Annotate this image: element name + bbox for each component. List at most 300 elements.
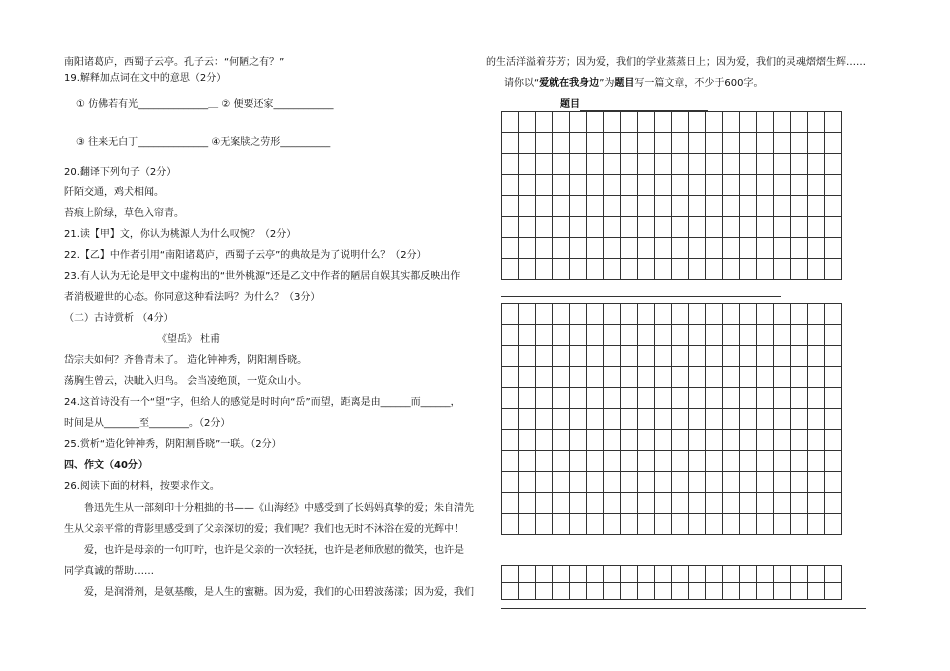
grid-cell[interactable]	[570, 583, 587, 600]
grid-cell[interactable]	[723, 346, 740, 367]
grid-cell[interactable]	[740, 133, 757, 154]
grid-cell[interactable]	[757, 388, 774, 409]
grid-cell[interactable]	[638, 175, 655, 196]
grid-cell[interactable]	[587, 388, 604, 409]
grid-cell[interactable]	[808, 154, 825, 175]
grid-cell[interactable]	[774, 566, 791, 583]
grid-cell[interactable]	[723, 472, 740, 493]
grid-cell[interactable]	[808, 367, 825, 388]
grid-cell[interactable]	[587, 514, 604, 535]
grid-cell[interactable]	[553, 325, 570, 346]
grid-cell[interactable]	[621, 175, 638, 196]
grid-cell[interactable]	[604, 112, 621, 133]
grid-cell[interactable]	[638, 583, 655, 600]
grid-cell[interactable]	[706, 493, 723, 514]
grid-cell[interactable]	[808, 583, 825, 600]
grid-cell[interactable]	[672, 217, 689, 238]
grid-cell[interactable]	[808, 388, 825, 409]
grid-cell[interactable]	[689, 346, 706, 367]
grid-cell[interactable]	[706, 304, 723, 325]
grid-cell[interactable]	[536, 175, 553, 196]
grid-cell[interactable]	[672, 346, 689, 367]
grid-cell[interactable]	[536, 583, 553, 600]
grid-cell[interactable]	[689, 583, 706, 600]
grid-cell[interactable]	[536, 409, 553, 430]
grid-cell[interactable]	[621, 133, 638, 154]
grid-cell[interactable]	[519, 583, 536, 600]
grid-cell[interactable]	[757, 514, 774, 535]
grid-cell[interactable]	[740, 112, 757, 133]
grid-cell[interactable]	[621, 154, 638, 175]
grid-cell[interactable]	[791, 196, 808, 217]
grid-cell[interactable]	[502, 451, 519, 472]
grid-cell[interactable]	[655, 346, 672, 367]
grid-cell[interactable]	[740, 430, 757, 451]
grid-cell[interactable]	[519, 217, 536, 238]
grid-cell[interactable]	[638, 154, 655, 175]
grid-cell[interactable]	[672, 367, 689, 388]
grid-cell[interactable]	[740, 514, 757, 535]
grid-cell[interactable]	[553, 217, 570, 238]
grid-cell[interactable]	[655, 175, 672, 196]
grid-cell[interactable]	[825, 154, 842, 175]
grid-cell[interactable]	[502, 514, 519, 535]
grid-cell[interactable]	[740, 154, 757, 175]
grid-cell[interactable]	[502, 566, 519, 583]
grid-cell[interactable]	[638, 304, 655, 325]
grid-cell[interactable]	[706, 346, 723, 367]
grid-cell[interactable]	[740, 583, 757, 600]
writing-grid-block-1[interactable]	[501, 111, 842, 280]
grid-cell[interactable]	[774, 367, 791, 388]
grid-cell[interactable]	[740, 367, 757, 388]
grid-cell[interactable]	[536, 238, 553, 259]
grid-cell[interactable]	[655, 472, 672, 493]
grid-cell[interactable]	[587, 346, 604, 367]
grid-cell[interactable]	[519, 493, 536, 514]
grid-cell[interactable]	[757, 238, 774, 259]
grid-cell[interactable]	[808, 325, 825, 346]
grid-cell[interactable]	[655, 451, 672, 472]
grid-cell[interactable]	[587, 325, 604, 346]
grid-cell[interactable]	[672, 304, 689, 325]
grid-cell[interactable]	[740, 388, 757, 409]
grid-cell[interactable]	[553, 196, 570, 217]
grid-cell[interactable]	[689, 217, 706, 238]
grid-cell[interactable]	[740, 238, 757, 259]
grid-cell[interactable]	[638, 238, 655, 259]
grid-cell[interactable]	[638, 514, 655, 535]
grid-cell[interactable]	[570, 154, 587, 175]
grid-cell[interactable]	[774, 514, 791, 535]
grid-cell[interactable]	[706, 259, 723, 280]
grid-cell[interactable]	[638, 217, 655, 238]
grid-cell[interactable]	[706, 566, 723, 583]
grid-cell[interactable]	[536, 430, 553, 451]
grid-cell[interactable]	[791, 175, 808, 196]
grid-cell[interactable]	[587, 238, 604, 259]
grid-cell[interactable]	[570, 451, 587, 472]
grid-cell[interactable]	[502, 112, 519, 133]
grid-cell[interactable]	[808, 238, 825, 259]
grid-cell[interactable]	[553, 430, 570, 451]
grid-cell[interactable]	[672, 430, 689, 451]
grid-cell[interactable]	[553, 409, 570, 430]
grid-cell[interactable]	[791, 217, 808, 238]
grid-cell[interactable]	[536, 346, 553, 367]
grid-cell[interactable]	[553, 304, 570, 325]
grid-cell[interactable]	[723, 493, 740, 514]
grid-cell[interactable]	[757, 217, 774, 238]
grid-cell[interactable]	[757, 196, 774, 217]
grid-cell[interactable]	[621, 304, 638, 325]
grid-cell[interactable]	[570, 430, 587, 451]
grid-cell[interactable]	[689, 196, 706, 217]
grid-cell[interactable]	[604, 583, 621, 600]
grid-cell[interactable]	[740, 472, 757, 493]
grid-cell[interactable]	[825, 514, 842, 535]
grid-cell[interactable]	[774, 472, 791, 493]
grid-cell[interactable]	[825, 493, 842, 514]
grid-cell[interactable]	[587, 217, 604, 238]
grid-cell[interactable]	[536, 304, 553, 325]
grid-cell[interactable]	[825, 325, 842, 346]
grid-cell[interactable]	[689, 133, 706, 154]
grid-cell[interactable]	[638, 472, 655, 493]
grid-cell[interactable]	[723, 133, 740, 154]
grid-cell[interactable]	[808, 409, 825, 430]
grid-cell[interactable]	[553, 472, 570, 493]
grid-cell[interactable]	[519, 154, 536, 175]
grid-cell[interactable]	[621, 430, 638, 451]
grid-cell[interactable]	[689, 472, 706, 493]
grid-cell[interactable]	[570, 367, 587, 388]
grid-cell[interactable]	[757, 175, 774, 196]
grid-cell[interactable]	[825, 583, 842, 600]
grid-cell[interactable]	[502, 346, 519, 367]
grid-cell[interactable]	[604, 430, 621, 451]
grid-cell[interactable]	[519, 112, 536, 133]
grid-cell[interactable]	[706, 430, 723, 451]
grid-cell[interactable]	[672, 388, 689, 409]
grid-cell[interactable]	[723, 304, 740, 325]
grid-cell[interactable]	[536, 217, 553, 238]
grid-cell[interactable]	[808, 493, 825, 514]
grid-cell[interactable]	[536, 133, 553, 154]
grid-cell[interactable]	[536, 325, 553, 346]
grid-cell[interactable]	[808, 133, 825, 154]
grid-cell[interactable]	[570, 493, 587, 514]
grid-cell[interactable]	[757, 133, 774, 154]
grid-cell[interactable]	[502, 304, 519, 325]
grid-cell[interactable]	[621, 583, 638, 600]
grid-cell[interactable]	[740, 493, 757, 514]
grid-cell[interactable]	[502, 583, 519, 600]
grid-cell[interactable]	[604, 175, 621, 196]
grid-cell[interactable]	[706, 451, 723, 472]
grid-cell[interactable]	[825, 430, 842, 451]
grid-cell[interactable]	[553, 388, 570, 409]
grid-cell[interactable]	[621, 196, 638, 217]
grid-cell[interactable]	[723, 175, 740, 196]
grid-cell[interactable]	[757, 566, 774, 583]
grid-cell[interactable]	[774, 112, 791, 133]
grid-cell[interactable]	[723, 388, 740, 409]
grid-cell[interactable]	[757, 583, 774, 600]
grid-cell[interactable]	[740, 451, 757, 472]
grid-cell[interactable]	[621, 217, 638, 238]
grid-cell[interactable]	[502, 493, 519, 514]
grid-cell[interactable]	[706, 154, 723, 175]
grid-cell[interactable]	[587, 133, 604, 154]
grid-cell[interactable]	[502, 175, 519, 196]
grid-cell[interactable]	[825, 175, 842, 196]
grid-cell[interactable]	[655, 112, 672, 133]
grid-cell[interactable]	[706, 196, 723, 217]
grid-cell[interactable]	[706, 472, 723, 493]
grid-cell[interactable]	[791, 409, 808, 430]
grid-cell[interactable]	[604, 217, 621, 238]
grid-cell[interactable]	[757, 304, 774, 325]
grid-cell[interactable]	[774, 175, 791, 196]
grid-cell[interactable]	[536, 514, 553, 535]
grid-cell[interactable]	[672, 112, 689, 133]
grid-cell[interactable]	[638, 430, 655, 451]
grid-cell[interactable]	[723, 112, 740, 133]
grid-cell[interactable]	[604, 451, 621, 472]
grid-cell[interactable]	[706, 112, 723, 133]
grid-cell[interactable]	[655, 566, 672, 583]
grid-cell[interactable]	[655, 514, 672, 535]
grid-cell[interactable]	[757, 154, 774, 175]
grid-cell[interactable]	[587, 493, 604, 514]
grid-cell[interactable]	[723, 514, 740, 535]
grid-cell[interactable]	[536, 367, 553, 388]
grid-cell[interactable]	[791, 304, 808, 325]
grid-cell[interactable]	[570, 112, 587, 133]
grid-cell[interactable]	[553, 367, 570, 388]
grid-cell[interactable]	[655, 367, 672, 388]
grid-cell[interactable]	[757, 112, 774, 133]
grid-cell[interactable]	[604, 259, 621, 280]
grid-cell[interactable]	[825, 196, 842, 217]
grid-cell[interactable]	[621, 472, 638, 493]
grid-cell[interactable]	[808, 259, 825, 280]
grid-cell[interactable]	[672, 238, 689, 259]
grid-cell[interactable]	[587, 430, 604, 451]
grid-cell[interactable]	[740, 196, 757, 217]
grid-cell[interactable]	[774, 493, 791, 514]
grid-cell[interactable]	[672, 514, 689, 535]
grid-cell[interactable]	[825, 409, 842, 430]
grid-cell[interactable]	[519, 304, 536, 325]
grid-cell[interactable]	[706, 325, 723, 346]
grid-cell[interactable]	[638, 133, 655, 154]
grid-cell[interactable]	[706, 388, 723, 409]
grid-cell[interactable]	[825, 133, 842, 154]
grid-cell[interactable]	[604, 493, 621, 514]
grid-cell[interactable]	[774, 217, 791, 238]
grid-cell[interactable]	[723, 238, 740, 259]
grid-cell[interactable]	[502, 430, 519, 451]
grid-cell[interactable]	[570, 346, 587, 367]
grid-cell[interactable]	[604, 388, 621, 409]
grid-cell[interactable]	[655, 325, 672, 346]
grid-cell[interactable]	[791, 493, 808, 514]
grid-cell[interactable]	[655, 409, 672, 430]
grid-cell[interactable]	[723, 259, 740, 280]
grid-cell[interactable]	[740, 259, 757, 280]
grid-cell[interactable]	[808, 346, 825, 367]
grid-cell[interactable]	[502, 409, 519, 430]
grid-cell[interactable]	[621, 388, 638, 409]
grid-cell[interactable]	[621, 409, 638, 430]
grid-cell[interactable]	[553, 238, 570, 259]
grid-cell[interactable]	[723, 196, 740, 217]
grid-cell[interactable]	[791, 325, 808, 346]
grid-cell[interactable]	[757, 493, 774, 514]
grid-cell[interactable]	[774, 325, 791, 346]
grid-cell[interactable]	[536, 388, 553, 409]
grid-cell[interactable]	[774, 154, 791, 175]
grid-cell[interactable]	[502, 367, 519, 388]
grid-cell[interactable]	[519, 196, 536, 217]
grid-cell[interactable]	[553, 451, 570, 472]
grid-cell[interactable]	[604, 238, 621, 259]
grid-cell[interactable]	[791, 388, 808, 409]
grid-cell[interactable]	[791, 367, 808, 388]
grid-cell[interactable]	[553, 346, 570, 367]
grid-cell[interactable]	[672, 154, 689, 175]
grid-cell[interactable]	[604, 472, 621, 493]
grid-cell[interactable]	[587, 367, 604, 388]
grid-cell[interactable]	[808, 430, 825, 451]
grid-cell[interactable]	[587, 451, 604, 472]
grid-cell[interactable]	[672, 196, 689, 217]
grid-cell[interactable]	[706, 514, 723, 535]
grid-cell[interactable]	[638, 367, 655, 388]
grid-cell[interactable]	[774, 451, 791, 472]
grid-cell[interactable]	[604, 133, 621, 154]
grid-cell[interactable]	[587, 196, 604, 217]
grid-cell[interactable]	[604, 514, 621, 535]
grid-cell[interactable]	[570, 196, 587, 217]
grid-cell[interactable]	[621, 112, 638, 133]
grid-cell[interactable]	[757, 259, 774, 280]
grid-cell[interactable]	[604, 367, 621, 388]
grid-cell[interactable]	[740, 217, 757, 238]
grid-cell[interactable]	[825, 566, 842, 583]
grid-cell[interactable]	[791, 583, 808, 600]
grid-cell[interactable]	[536, 493, 553, 514]
title-blank[interactable]	[580, 100, 708, 111]
grid-cell[interactable]	[689, 112, 706, 133]
grid-cell[interactable]	[502, 154, 519, 175]
grid-cell[interactable]	[740, 566, 757, 583]
grid-cell[interactable]	[808, 451, 825, 472]
grid-cell[interactable]	[723, 583, 740, 600]
grid-cell[interactable]	[519, 472, 536, 493]
grid-cell[interactable]	[570, 304, 587, 325]
grid-cell[interactable]	[757, 409, 774, 430]
grid-cell[interactable]	[655, 217, 672, 238]
grid-cell[interactable]	[502, 217, 519, 238]
grid-cell[interactable]	[570, 175, 587, 196]
grid-cell[interactable]	[706, 583, 723, 600]
grid-cell[interactable]	[808, 175, 825, 196]
grid-cell[interactable]	[587, 304, 604, 325]
grid-cell[interactable]	[638, 451, 655, 472]
grid-cell[interactable]	[723, 451, 740, 472]
grid-cell[interactable]	[689, 388, 706, 409]
grid-cell[interactable]	[825, 472, 842, 493]
grid-cell[interactable]	[655, 583, 672, 600]
grid-cell[interactable]	[502, 133, 519, 154]
grid-cell[interactable]	[791, 238, 808, 259]
grid-cell[interactable]	[774, 346, 791, 367]
grid-cell[interactable]	[553, 493, 570, 514]
grid-cell[interactable]	[672, 409, 689, 430]
grid-cell[interactable]	[604, 304, 621, 325]
grid-cell[interactable]	[774, 238, 791, 259]
grid-cell[interactable]	[672, 133, 689, 154]
grid-cell[interactable]	[706, 133, 723, 154]
grid-cell[interactable]	[825, 346, 842, 367]
grid-cell[interactable]	[672, 583, 689, 600]
grid-cell[interactable]	[825, 388, 842, 409]
grid-cell[interactable]	[638, 409, 655, 430]
grid-cell[interactable]	[536, 112, 553, 133]
grid-cell[interactable]	[536, 259, 553, 280]
grid-cell[interactable]	[519, 514, 536, 535]
grid-cell[interactable]	[553, 583, 570, 600]
grid-cell[interactable]	[825, 367, 842, 388]
grid-cell[interactable]	[604, 346, 621, 367]
grid-cell[interactable]	[689, 409, 706, 430]
grid-cell[interactable]	[502, 259, 519, 280]
grid-cell[interactable]	[672, 259, 689, 280]
grid-cell[interactable]	[791, 133, 808, 154]
grid-cell[interactable]	[553, 566, 570, 583]
grid-cell[interactable]	[570, 238, 587, 259]
grid-cell[interactable]	[757, 346, 774, 367]
grid-cell[interactable]	[519, 259, 536, 280]
grid-cell[interactable]	[604, 566, 621, 583]
grid-cell[interactable]	[689, 514, 706, 535]
grid-cell[interactable]	[825, 451, 842, 472]
grid-cell[interactable]	[519, 238, 536, 259]
grid-cell[interactable]	[689, 175, 706, 196]
grid-cell[interactable]	[519, 325, 536, 346]
grid-cell[interactable]	[621, 325, 638, 346]
grid-cell[interactable]	[519, 388, 536, 409]
grid-cell[interactable]	[740, 409, 757, 430]
grid-cell[interactable]	[655, 259, 672, 280]
grid-cell[interactable]	[570, 217, 587, 238]
grid-cell[interactable]	[706, 238, 723, 259]
grid-cell[interactable]	[740, 346, 757, 367]
grid-cell[interactable]	[655, 196, 672, 217]
grid-cell[interactable]	[502, 196, 519, 217]
grid-cell[interactable]	[672, 493, 689, 514]
grid-cell[interactable]	[502, 472, 519, 493]
grid-cell[interactable]	[587, 112, 604, 133]
grid-cell[interactable]	[655, 154, 672, 175]
grid-cell[interactable]	[689, 259, 706, 280]
grid-cell[interactable]	[825, 304, 842, 325]
grid-cell[interactable]	[536, 472, 553, 493]
grid-cell[interactable]	[519, 451, 536, 472]
